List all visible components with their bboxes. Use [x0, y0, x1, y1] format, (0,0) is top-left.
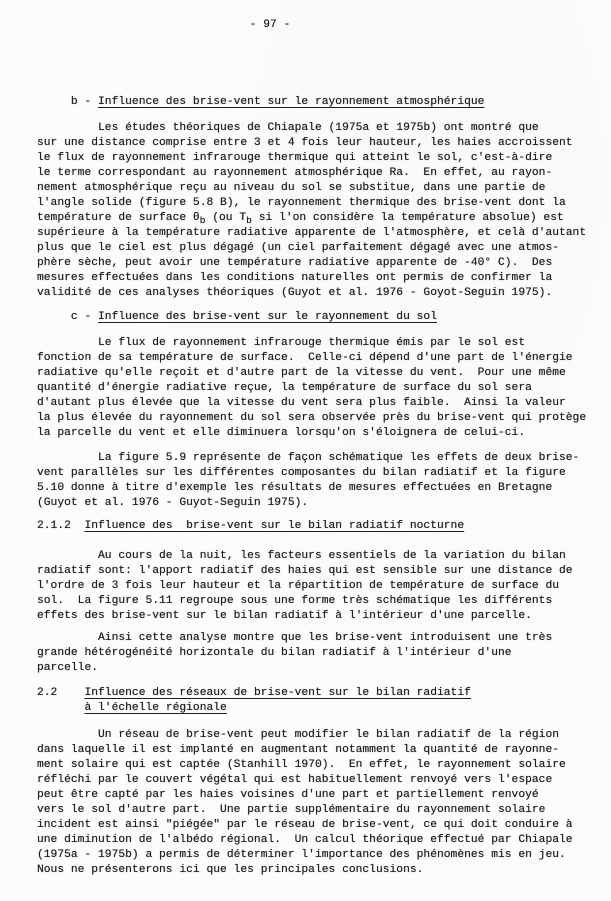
section-heading-2-2-title-line1: Influence des réseaux de brise-vent sur le bilan radiatif	[84, 687, 471, 699]
section-heading-b-title: Influence des brise-vent sur le rayonnement atmosphérique	[98, 96, 485, 108]
section-heading-2-2	[37, 686, 597, 716]
section-heading-2-1-2	[37, 519, 597, 534]
paragraph-bilan-nocturne: Au cours de la nuit, les facteurs essentiels de la variation du bilan radiatif sont: l'apport radiatif des haies qui est sensible sur une distance de l'ordre de 3 fois leur hauteur et la répartition de température de surface du sol. La figure 5.11 regroupe sous une forme très schématique les différents effets des brise-vent sur le bilan radiatif à l'intérieur d'une parcelle.	[37, 550, 573, 622]
section-heading-2-1-2-title: Influence des brise-vent sur le bilan radiatif nocturne	[84, 520, 465, 532]
section-heading-b-prefix: b -	[37, 96, 99, 108]
section-heading-2-2-line1	[37, 686, 597, 701]
section-heading-b	[37, 95, 597, 110]
paragraph-heterogeneite: Ainsi cette analyse montre que les brise-vent introduisent une très grande hétérogénéité horizontale du bilan radiatif à l'intérieur d'une parcelle.	[37, 632, 553, 674]
section-heading-2-2-indent	[37, 702, 84, 714]
section-heading-2-2-number: 2.2	[37, 687, 85, 699]
section-heading-2-2-title-line2: à l'échelle régionale	[84, 702, 227, 714]
section-heading-c	[37, 310, 597, 325]
section-heading-c-prefix: c -	[37, 311, 99, 323]
section-heading-2-1-2-number: 2.1.2	[37, 520, 85, 532]
section-heading-c-title: Influence des brise-vent sur le rayonnement du sol	[98, 311, 437, 323]
paragraph-rayonnement-du-sol: Le flux de rayonnement infrarouge thermique émis par le sol est fonction de sa température de surface. Celle-ci dépend d'une part de l'énergie radiative qu'elle reçoit et d'autre part de la vitesse du vent. Pour une même quantité d'énergie radiative reçue, la température de surface du sol sera d'autant plus élevée que la vitesse du vent sera plus faible. Ainsi la valeur la plus élevée du rayonnement du sol sera observée près du brise-vent qui protège la parcelle du vent et elle diminuera lorsqu'on s'éloignera de celui-ci.	[37, 337, 587, 439]
page-number: - 97 -	[249, 19, 291, 31]
section-heading-2-2-line2	[37, 701, 597, 716]
paragraph-figure-5-9: La figure 5.9 représente de façon schématique les effets de deux brise- vent parallèles sur les différentes composantes du bilan radiatif et la figure 5.10 donne à titre d'exemple les résultats de mesures effectuées en Bretagne (Guyot et al. 1976 - Guyot-Seguin 1975).	[37, 452, 580, 509]
document-body	[37, 0, 597, 878]
paragraph-rayonnement-atmospherique: Les études théoriques de Chiapale (1975a et 1975b) ont montré que sur une distance comprise entre 3 et 4 fois leur hauteur, les haies accroissent le flux de rayonnement infrarouge thermique qui atteint le sol, c'est-à-dire le terme correspondant au rayonnement atmosphérique Ra. En effet, au rayon- nement atmosphérique reçu au niveau du sol se substitue, dans une partie de l'angle solide (figure 5.8 B), le rayonnement thermique des brise-vent dont la température de surface $\theta_b$ (ou $T_b$ si l'on considère la température absolue) est supérieure à la température radiative apparente de l'atmosphère, et celà d'autant plus que le ciel est plus dégagé (un ciel parfaitement dégagé avec une atmos- phère sèche, peut avoir une température radiative apparente de -40° C). Des mesures effectuées dans les conditions naturelles ont permis de confirmer la validité de ces analyses théoriques (Guyot et al. 1976 - Goyot-Seguin 1975).	[37, 122, 587, 299]
paragraph-reseau-regional: Un réseau de brise-vent peut modifier le bilan radiatif de la région dans laquelle il est implanté en augmentant notamment la quantité de rayonne- ment solaire qui est captée (Stanhill 1970). En effet, le rayonnement solaire réfléchi par le couvert végétal qui est habituellement renvoyé vers l'espace peut être capté par les haies voisines d'une part et partiellement renvoyé vers le sol d'autre part. Une partie supplémentaire du rayonnement solaire incident est ainsi "piégée" par le réseau de brise-vent, ce qui doit conduire à une diminution de l'albédo régional. Un calcul théorique effectué par Chiapale (1975a - 1975b) a permis de déterminer l'importance des phénomènes mis en jeu. Nous ne présenterons ici que les principales conclusions.	[37, 729, 573, 876]
